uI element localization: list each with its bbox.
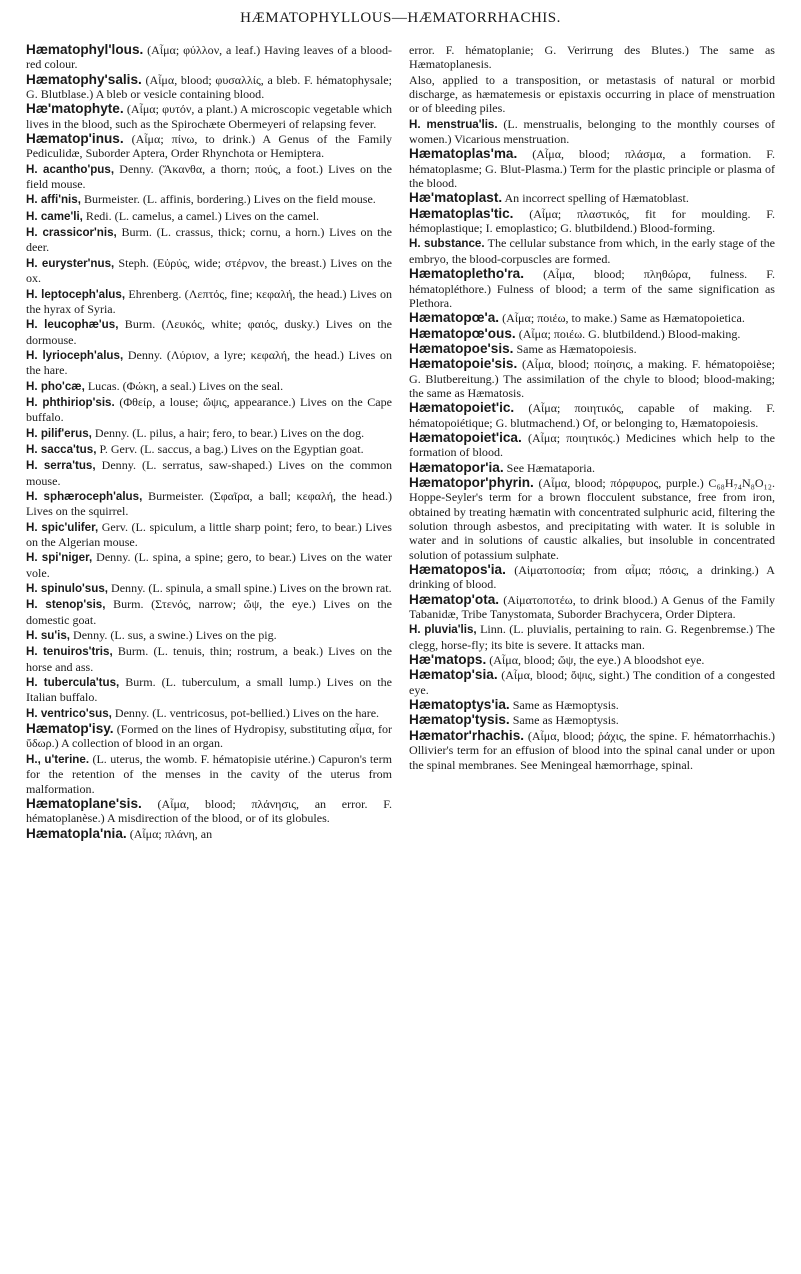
entry-headword: H. stenop'sis, [26, 598, 106, 612]
entry-definition: Burm. (L. tenuis, thin; rostrum, a beak.) Lives on the horse and ass. [26, 644, 392, 674]
entry-definition: (Αἷμα, blood; ποίησις, a making. F. hématopoièse; G. Blutbereitung.) The assimilation of the chyle to blood; blood-making; the same as Hæmatosis. [409, 357, 775, 400]
dictionary-entry [26, 73, 392, 102]
entry-headword: H. su'is, [26, 629, 70, 643]
entry-definition: (Αἷμα; ποιέω, to make.) Same as Hæmatopoietica. [502, 311, 745, 326]
dictionary-entry [409, 117, 775, 147]
dictionary-entry [26, 209, 392, 224]
entry-headword: Hæ'matops. [409, 652, 487, 668]
entry-definition: (Αἷμα; πλάνη, an [129, 826, 213, 841]
dictionary-entry [26, 581, 392, 596]
columns [26, 43, 775, 842]
dictionary-entry [26, 489, 392, 519]
dictionary-entry [409, 563, 775, 592]
entry-headword: H. spi'niger, [26, 551, 93, 565]
entry-definition: (Αἷμα, blood; πλάσμα, a formation. F. hématoplasme; G. Blut-Plasma.) Term for the plastic principle or plasma of the blood. [409, 147, 776, 191]
entry-definition: (Αἱματοποτέω, to drink blood.) A Genus of the Family Tabanidæ, Tribe Tanystomata, Suborder Brachycera, Order Diptera. [409, 592, 775, 622]
dictionary-entry [26, 43, 392, 72]
dictionary-entry [26, 162, 392, 192]
dictionary-entry [26, 225, 392, 255]
entry-headword: H. lyrioceph'alus, [26, 348, 124, 362]
running-head: HÆMATOPHYLLOUS—HÆMATORRHACHIS. [240, 10, 561, 26]
entry-definition: Burmeister. (L. affinis, bordering.) Lives on the field mouse. [83, 192, 376, 207]
dictionary-entry [409, 342, 775, 356]
dictionary-entry [409, 236, 775, 266]
entry-headword: H. pilif'erus, [26, 426, 92, 440]
entry-definition: Burmeister. (Σφαῖρα, a ball; κεφαλή, the head.) Lives on the squirrel. [26, 488, 392, 519]
entry-definition: (Αἷμα; πλαστικός, fit for moulding. F. hémoplastique; I. emoplastico; G. blutbildend.) Blood-forming. [409, 206, 776, 236]
entry-definition: Same as Hæmoptysis. [512, 698, 619, 713]
entry-headword: H. spic'ulifer, [26, 520, 99, 534]
dictionary-entry [26, 550, 392, 580]
dictionary-entry [26, 706, 392, 721]
dictionary-entry [409, 267, 775, 310]
entry-definition: Denny. (L. sus, a swine.) Lives on the pig. [73, 628, 277, 643]
entry-headword: H. crassicor'nis, [26, 226, 117, 240]
dictionary-entry [409, 698, 775, 712]
entry-definition: Denny. (L. spina, a spine; gero, to bear.) Lives on the water vole. [26, 550, 393, 580]
entry-definition: (Αἷμα; ποιητικός.) Medicines which help to the formation of blood. [409, 430, 775, 460]
entry-definition: (Αἷμα, blood; πλάνησις, an error. F. hématoplanèse.) A misdirection of the blood, or of its globules. [26, 796, 392, 826]
entry-definition: Burm. (Λευκός, white; φαιός, dusky.) Lives on the dormouse. [26, 317, 393, 347]
dictionary-entry [409, 622, 775, 652]
entry-headword: Hæmatopœ'a. [409, 310, 500, 326]
entry-headword: H. came'li, [26, 209, 83, 223]
entry-headword: H. acantho'pus, [26, 162, 115, 176]
entry-definition: Denny. (L. spinula, a small spine.) Lives on the brown rat. [111, 581, 392, 596]
entry-definition: Burm. (Στενός, narrow; ὤψ, the eye.) Lives on the domestic goat. [26, 597, 392, 627]
entry-headword: Hæmatoptys'ia. [409, 697, 510, 713]
dictionary-entry [409, 311, 775, 325]
dictionary-entry [26, 348, 392, 378]
entry-headword: H. tubercula'tus, [26, 676, 120, 690]
entry-definition: Also, applied to a transposition, or metastasis of natural or morbid discharge, as hæmatemesis or epistaxis occurring in place of menstruation or of bleeding piles. [409, 72, 775, 116]
entry-definition: (Αἷμα, blood; ῥάχις, the spine. F. hématorrhachis.) Ollivier's term for an effusion of blood into the spinal canal under or upon the spinal membranes. See Meningeal hæmorrhage, spinal. [409, 728, 775, 772]
entry-headword: Hæmatophy'salis. [26, 71, 142, 87]
dictionary-entry [26, 132, 392, 161]
entry-headword: H. sacca'tus, [26, 442, 97, 456]
entry-definition: (Φθείρ, a louse; ὤψις, appearance.) Lives on the Cape buffalo. [26, 394, 393, 425]
entry-headword: Hæmatoplane'sis. [26, 795, 142, 811]
entry-headword: H. leucophæ'us, [26, 318, 119, 332]
dictionary-entry [409, 147, 775, 190]
dictionary-entry [26, 722, 392, 751]
left-column [26, 43, 392, 842]
entry-definition: An incorrect spelling of Hæmatoblast. [504, 191, 689, 206]
entry-definition: (Αἷμα; πίνω, to drink.) A Genus of the Family Pediculidæ, Suborder Aptera, Order Rhynchota or Hemiptera. [26, 132, 392, 161]
entry-headword: Hæmatopletho'ra. [409, 266, 525, 282]
dictionary-entry [409, 593, 775, 622]
dictionary-entry [26, 102, 392, 131]
right-column [409, 43, 775, 842]
entry-definition: Denny. (L. pilus, a hair; fero, to bear.) Lives on the dog. [94, 425, 365, 440]
dictionary-entry [409, 461, 775, 475]
entry-definition: The cellular substance from which, in the early stage of the embryo, the blood-corpuscles are formed. [409, 236, 775, 266]
dictionary-entry [409, 713, 775, 727]
dictionary-entry [26, 317, 392, 347]
entry-definition: (Αἷμα, blood; ὤψ, the eye.) A bloodshot eye. [489, 653, 705, 668]
entry-headword: H. phthiriop'sis. [26, 395, 115, 409]
entry-definition: (Formed on the lines of Hydropisy, substituting αἷμα, for ὕδωρ.) A collection of blood in an organ. [26, 722, 392, 751]
dictionary-entry [26, 192, 392, 207]
entry-definition: (Αἷμα; φυτόν, a plant.) A microscopic vegetable which lives in the blood, such as the Spirochæte Obermeyeri of relapsing fever. [26, 102, 392, 131]
dictionary-entry [409, 653, 775, 667]
entry-definition: Same as Hæmoptysis. [512, 713, 619, 728]
entry-headword: Hæ'matoplast. [409, 190, 503, 206]
entry-headword: H. leptoceph'alus, [26, 287, 126, 301]
entry-definition: Denny. (L. serratus, saw-shaped.) Lives on the common mouse. [26, 458, 392, 488]
entry-definition: Gerv. (L. spiculum, a little sharp point; fero, to bear.) Lives on the Algerian mouse. [26, 519, 392, 549]
dictionary-entry [409, 207, 775, 236]
entry-definition: error. F. hématoplanie; G. Verirrung des Blutes.) The same as Hæmatoplanesis. [409, 43, 775, 72]
dictionary-entry [409, 431, 775, 460]
entry-headword: Hæmatopoie'sis. [409, 356, 518, 372]
entry-definition: Burm. (L. tuberculum, a small lump.) Lives on the Italian buffalo. [26, 675, 392, 705]
entry-headword: H. sphæroceph'alus, [26, 489, 143, 503]
dictionary-entry [26, 644, 392, 674]
entry-definition: (Αἷμα; φύλλον, a leaf.) Having leaves of a blood-red colour. [26, 43, 392, 72]
dictionary-entry [26, 395, 392, 425]
entry-headword: H. ventrico'sus, [26, 706, 112, 720]
dictionary-entry [26, 520, 392, 550]
entry-headword: H. euryster'nus, [26, 256, 115, 270]
dictionary-entry [26, 379, 392, 394]
entry-definition: Same as Hæmatopoiesis. [516, 341, 637, 356]
entry-headword: Hæmator'rhachis. [409, 727, 525, 743]
entry-headword: Hæmatopoiet'ica. [409, 429, 522, 445]
entry-headword: Hæmatoplas'ma. [409, 146, 518, 162]
dictionary-entry [409, 191, 775, 205]
entry-definition: (Αἷμα, blood; πληθώρα, fulness. F. hématopléthore.) Fulness of blood; a term of the same signification as Plethora. [409, 267, 776, 310]
entry-headword: H. pho'cæ, [26, 379, 85, 393]
dictionary-entry [409, 729, 775, 772]
entry-headword: H. pluvia'lis, [409, 623, 477, 637]
dictionary-entry [409, 668, 775, 697]
entry-definition: (L. uterus, the womb. F. hématopisie utérine.) Capuron's term for the retention of the menses in the cavity of the uterus from malformation. [26, 751, 393, 796]
dictionary-entry [26, 597, 392, 627]
dictionary-entry [26, 797, 392, 826]
entry-headword: H. spinulo'sus, [26, 582, 108, 596]
entry-headword: Hæmatop'sia. [409, 667, 498, 683]
entry-definition: Denny. (Λύριον, a lyre; κεφαλή, the head.) Lives on the hare. [26, 347, 392, 378]
entry-headword: Hæmatopos'ia. [409, 562, 506, 578]
entry-definition: (Αἷμα; ποιητικός, capable of making. F. hématopoiétique; G. blutmachend.) Of, or belonging to, Hæmatopoiesis. [409, 401, 776, 430]
entry-headword: H. tenuiros'tris, [26, 645, 113, 659]
entry-definition: Denny. (Ἄκανθα, a thorn; πούς, a foot.) Lives on the field mouse. [26, 161, 393, 192]
dictionary-entry [26, 827, 392, 841]
entry-definition: Burm. (L. crassus, thick; cornu, a horn.) Lives on the deer. [26, 225, 392, 255]
entry-definition: P. Gerv. (L. saccus, a bag.) Lives on the Egyptian goat. [99, 441, 364, 456]
dictionary-entry [409, 43, 775, 72]
entry-headword: H. menstrua'lis. [409, 117, 498, 131]
entry-definition: Denny. (L. ventricosus, pot-bellied.) Lives on the hare. [114, 705, 380, 720]
entry-headword: Hæ'matophyte. [26, 101, 124, 117]
entry-definition: (Αἷμα, blood; φυσαλλίς, a bleb. F. hématophysale; G. Blutblase.) A bleb or vesicle containing blood. [26, 72, 392, 102]
entry-definition: (Αἷμα, blood; πόρφυρος, purple.) C₆₈H₇₄N₈O₁₂. Hoppe-Seyler's term for a brown flocculent substance, free from iron, obtained by treating hæmatin with concentrated sulphuric acid, filtering the solution through asbestos, and precipitating with water. It is soluble in water and in solutions of caustic alkalies, but insoluble in concentrated solution of potassium sulphate. [409, 475, 775, 562]
entry-headword: Hæmatopoiet'ic. [409, 400, 515, 416]
entry-headword: Hæmatop'tysis. [409, 712, 510, 728]
entry-definition: (Αἱματοποσία; from αἷμα; πόσις, a drinking.) A drinking of blood. [409, 563, 775, 592]
entry-headword: H., u'terine. [26, 752, 90, 766]
dictionary-entry [409, 357, 775, 400]
entry-definition: Linn. (L. pluvialis, pertaining to rain. G. Regenbremse.) The clegg, horse-fly; its bite is severe. It attacks man. [409, 622, 776, 652]
entry-headword: H. substance. [409, 237, 485, 251]
dictionary-entry [26, 256, 392, 286]
dictionary-entry [26, 287, 392, 317]
dictionary-entry [26, 628, 392, 643]
entry-definition: Redi. (L. camelus, a camel.) Lives on the camel. [85, 208, 320, 223]
entry-headword: Hæmatophyl'lous. [26, 42, 144, 57]
entry-headword: Hæmatop'isy. [26, 721, 114, 737]
entry-headword: Hæmatopoe'sis. [409, 340, 514, 356]
dictionary-entry [409, 327, 775, 341]
entry-headword: Hæmatopor'phyrin. [409, 474, 534, 490]
entry-definition: (Αἷμα, blood; ὄψις, sight.) The condition of a congested eye. [409, 668, 775, 697]
entry-definition: (Αἷμα; ποιέω. G. blutbildend.) Blood-making. [518, 326, 741, 341]
dictionary-entry [409, 73, 775, 116]
entry-headword: Hæmatopla'nia. [26, 825, 127, 841]
dictionary-entry [26, 752, 392, 796]
entry-headword: Hæmatop'ota. [409, 591, 500, 607]
entry-definition: Steph. (Εὐρύς, wide; στέρνον, the breast.) Lives on the ox. [26, 255, 393, 286]
dictionary-entry [409, 476, 775, 562]
entry-headword: H. affi'nis, [26, 193, 81, 207]
dictionary-entry [26, 458, 392, 488]
entry-headword: Hæmatoplas'tic. [409, 205, 514, 221]
entry-headword: Hæmatopor'ia. [409, 459, 504, 475]
dictionary-entry [26, 675, 392, 705]
dictionary-entry [26, 426, 392, 441]
dictionary-entry [409, 401, 775, 430]
entry-definition: (L. menstrualis, belonging to the monthly courses of women.) Vicarious menstruation. [409, 116, 776, 147]
entry-headword: Hæmatopœ'ous. [409, 325, 516, 341]
entry-definition: Lucas. (Φώκη, a seal.) Lives on the seal. [87, 378, 284, 393]
entry-headword: Hæmatop'inus. [26, 131, 124, 147]
entry-headword: H. serra'tus, [26, 459, 96, 473]
dictionary-entry [26, 442, 392, 457]
entry-definition: See Hæmataporia. [506, 460, 595, 475]
entry-definition: Ehrenberg. (Λεπτός, fine; κεφαλή, the head.) Lives on the hyrax of Syria. [26, 286, 392, 316]
